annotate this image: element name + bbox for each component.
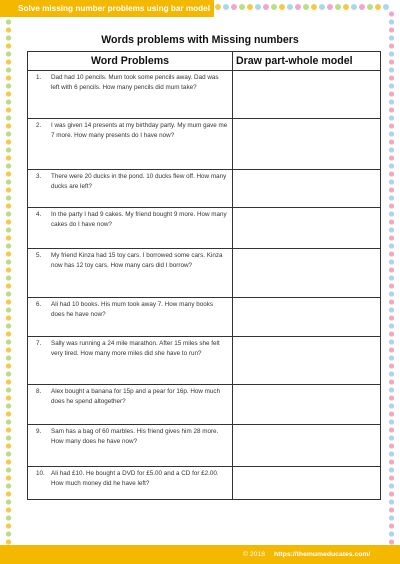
decorative-dot	[359, 4, 365, 10]
answer-cell[interactable]	[233, 249, 381, 298]
problem-cell	[28, 71, 233, 119]
decorative-dot	[383, 4, 389, 10]
problem-text: Ali had £10. He bought a DVD for £5.00 and a CD for £2.00. How much money did he have left?	[51, 470, 219, 488]
decorative-dot	[367, 4, 373, 10]
problem-number: 2.	[36, 122, 42, 129]
decorative-dot	[271, 4, 277, 10]
table-row	[28, 170, 381, 208]
decorative-dot	[327, 4, 333, 10]
decorative-dot	[247, 4, 253, 10]
problem-cell	[28, 467, 233, 500]
answer-cell[interactable]	[233, 425, 381, 467]
table-row	[28, 119, 381, 170]
table-row	[28, 249, 381, 298]
decorative-dot	[311, 4, 317, 10]
problem-number: 8.	[36, 388, 42, 395]
problems-table	[27, 51, 381, 500]
right-dot-border-alt	[388, 14, 395, 549]
column-header-model: Draw part-whole model	[233, 52, 381, 71]
problem-text: I was given 14 presents at my birthday party. My mum gave me 7 more. How many presents do I have now?	[51, 122, 228, 140]
answer-cell[interactable]	[233, 208, 381, 249]
problem-number: 9.	[36, 428, 42, 435]
answer-cell[interactable]	[233, 71, 381, 119]
problem-cell	[28, 298, 233, 337]
left-dot-border-alt	[5, 14, 12, 549]
table-row	[28, 425, 381, 467]
answer-cell[interactable]	[233, 170, 381, 208]
decorative-dot	[231, 4, 237, 10]
problem-number: 4.	[36, 211, 42, 218]
decorative-dot	[239, 4, 245, 10]
column-header-word-problems: Word Problems	[28, 52, 233, 71]
problem-text: Dad had 10 pencils. Mum took some pencils away. Dad was left with 6 pencils. How many pencils did mum take?	[51, 74, 219, 92]
answer-cell[interactable]	[233, 467, 381, 500]
decorative-dot	[287, 4, 293, 10]
answer-cell[interactable]	[233, 385, 381, 425]
decorative-dot	[255, 4, 261, 10]
decorative-dot	[351, 4, 357, 10]
problem-cell	[28, 425, 233, 467]
decorative-dot	[343, 4, 349, 10]
problem-text: Sally was running a 24 mile marathon. After 15 miles she felt very tired. How many more miles did she have to run?	[51, 340, 220, 358]
problem-cell	[28, 249, 233, 298]
problem-text: In the party I had 9 cakes. My friend bought 9 more. How many cakes do I have now?	[51, 211, 227, 229]
problem-text: There were 20 ducks in the pond. 10 ducks flew off. How many ducks are left?	[51, 173, 227, 191]
table-row	[28, 298, 381, 337]
problem-cell	[28, 337, 233, 385]
problem-number: 3.	[36, 173, 42, 180]
decorative-dot	[279, 4, 285, 10]
problem-number: 7.	[36, 340, 42, 347]
table-header-row	[28, 52, 381, 71]
answer-cell[interactable]	[233, 119, 381, 170]
decorative-dot	[375, 4, 381, 10]
problem-cell	[28, 208, 233, 249]
problem-number: 5.	[36, 252, 42, 259]
top-dot-border	[215, 4, 400, 12]
footer-bar	[0, 545, 400, 564]
answer-cell[interactable]	[233, 337, 381, 385]
table-row	[28, 337, 381, 385]
copyright-text: © 2018	[243, 551, 266, 558]
problem-cell	[28, 119, 233, 170]
table-row	[28, 208, 381, 249]
problem-text: Ali had 10 books. His mum took away 7. How many books does he have now?	[51, 301, 214, 319]
problem-text: Sam has a bag of 60 marbles. His friend gives him 28 more. How many does he have now?	[51, 428, 219, 446]
decorative-dot	[295, 4, 301, 10]
answer-cell[interactable]	[233, 298, 381, 337]
page-title: Words problems with Missing numbers	[101, 34, 299, 46]
table-row	[28, 71, 381, 119]
problem-text: Alex bought a banana for 15p and a pear for 16p. How much does he spend altogether?	[51, 388, 221, 406]
problem-cell	[28, 385, 233, 425]
table-row	[28, 467, 381, 500]
problem-number: 6.	[36, 301, 42, 308]
problem-number: 10.	[36, 470, 45, 477]
decorative-dot	[263, 4, 269, 10]
table-row	[28, 385, 381, 425]
decorative-dot	[335, 4, 341, 10]
website-link[interactable]: https://themumeducates.com/	[274, 551, 371, 558]
problem-cell	[28, 170, 233, 208]
problem-number: 1.	[36, 74, 42, 81]
decorative-dot	[303, 4, 309, 10]
top-banner: Solve missing number problems using bar model	[0, 0, 214, 17]
decorative-dot	[223, 4, 229, 10]
decorative-dot	[215, 4, 221, 10]
decorative-dot	[319, 4, 325, 10]
problem-text: My friend Kinza had 15 toy cars. I borrowed some cars. Kinza now has 12 toy cars. How many cars did I borrow?	[51, 252, 223, 270]
